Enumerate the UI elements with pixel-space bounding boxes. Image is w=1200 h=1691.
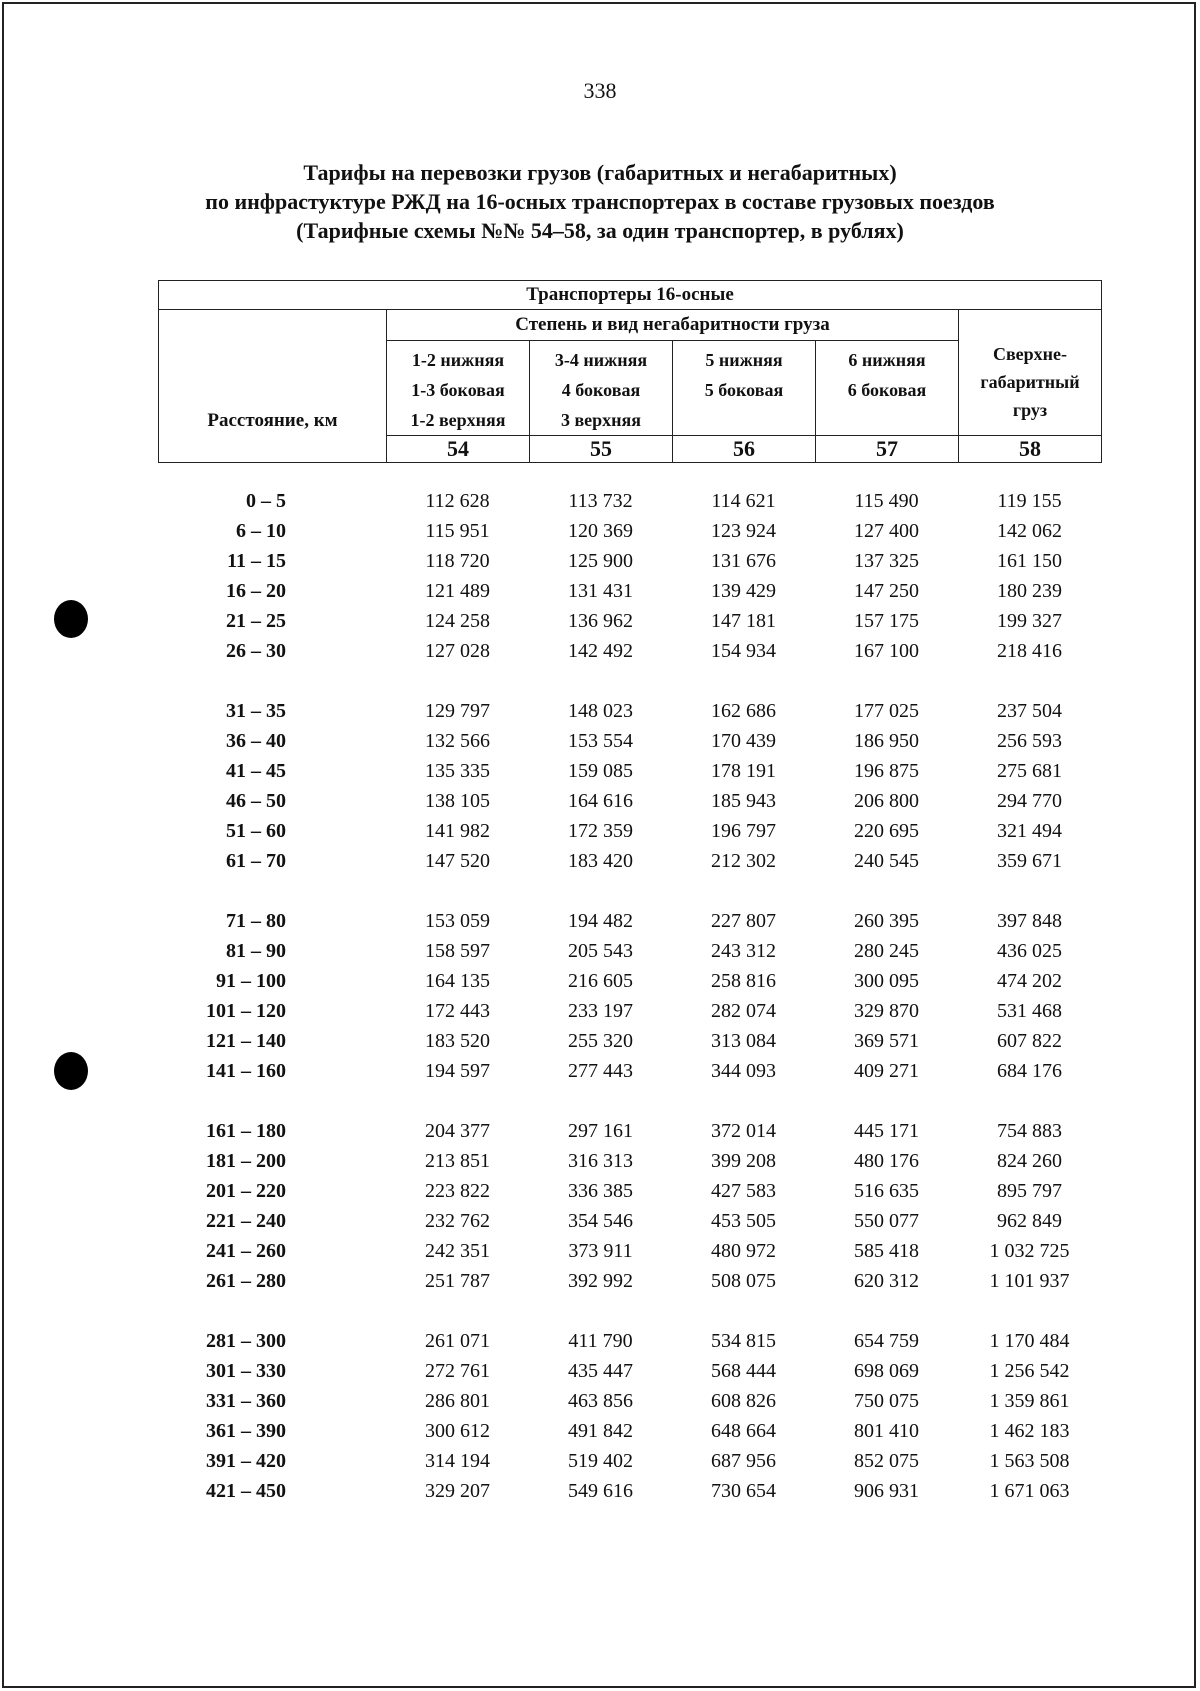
tariff-cell: 112 628	[425, 490, 490, 512]
distance-cell: 0 – 5	[246, 490, 286, 512]
tariff-cell: 178 191	[711, 760, 776, 782]
tariff-cell: 895 797	[997, 1180, 1062, 1202]
tariff-cell: 453 505	[711, 1210, 776, 1232]
tariff-cell: 212 302	[711, 850, 776, 872]
tariff-rows	[158, 486, 1101, 1506]
group-header: Транспортеры 16-осные	[159, 281, 1102, 310]
tariff-cell: 164 616	[568, 790, 633, 812]
distance-cell: 421 – 450	[206, 1480, 286, 1502]
group-spacer	[158, 876, 1101, 906]
group-spacer	[158, 1296, 1101, 1326]
tariff-cell: 750 075	[854, 1390, 919, 1412]
distance-cell: 301 – 330	[206, 1360, 286, 1382]
scheme-number: 54	[387, 436, 530, 463]
table-row	[158, 726, 1101, 756]
distance-cell: 181 – 200	[206, 1150, 286, 1172]
tariff-cell: 392 992	[568, 1270, 633, 1292]
tariff-cell: 223 822	[425, 1180, 490, 1202]
tariff-cell: 172 359	[568, 820, 633, 842]
distance-header: Расстояние, км	[159, 310, 387, 463]
tariff-cell: 508 075	[711, 1270, 776, 1292]
column-header-line: 5 нижняя	[705, 350, 783, 370]
tariff-cell: 142 492	[568, 640, 633, 662]
tariff-cell: 159 085	[568, 760, 633, 782]
table-row	[158, 516, 1101, 546]
tariff-cell: 294 770	[997, 790, 1062, 812]
table-row	[158, 1116, 1101, 1146]
tariff-cell: 687 956	[711, 1450, 776, 1472]
table-row	[158, 936, 1101, 966]
scheme-number: 58	[959, 436, 1102, 463]
tariff-cell: 206 800	[854, 790, 919, 812]
tariff-cell: 1 359 861	[989, 1390, 1070, 1412]
tariff-cell: 1 462 183	[989, 1420, 1070, 1442]
tariff-cell: 158 597	[425, 940, 490, 962]
distance-cell: 221 – 240	[206, 1210, 286, 1232]
tariff-cell: 607 822	[997, 1030, 1062, 1052]
tariff-cell: 329 870	[854, 1000, 919, 1022]
tariff-cell: 256 593	[997, 730, 1062, 752]
tariff-cell: 227 807	[711, 910, 776, 932]
table-row	[158, 1176, 1101, 1206]
tariff-cell: 463 856	[568, 1390, 633, 1412]
tariff-cell: 445 171	[854, 1120, 919, 1142]
tariff-cell: 199 327	[997, 610, 1062, 632]
table-row	[158, 636, 1101, 666]
tariff-cell: 120 369	[568, 520, 633, 542]
table-row	[158, 756, 1101, 786]
table-row	[158, 1206, 1101, 1236]
group-spacer	[158, 1086, 1101, 1116]
tariff-cell: 240 545	[854, 850, 919, 872]
table-row	[158, 1146, 1101, 1176]
distance-cell: 101 – 120	[206, 1000, 286, 1022]
tariff-cell: 157 175	[854, 610, 919, 632]
distance-cell: 201 – 220	[206, 1180, 286, 1202]
tariff-cell: 280 245	[854, 940, 919, 962]
table-row	[158, 1446, 1101, 1476]
tariff-cell: 316 313	[568, 1150, 633, 1172]
distance-cell: 61 – 70	[226, 850, 286, 872]
tariff-cell: 127 400	[854, 520, 919, 542]
table-row	[158, 1326, 1101, 1356]
column-header-line: 6 боковая	[847, 380, 927, 400]
tariff-cell: 519 402	[568, 1450, 633, 1472]
tariff-cell: 480 972	[711, 1240, 776, 1262]
tariff-cell: 180 239	[997, 580, 1062, 602]
tariff-cell: 1 256 542	[989, 1360, 1070, 1382]
tariff-cell: 204 377	[425, 1120, 490, 1142]
tariff-cell: 373 911	[568, 1240, 633, 1262]
tariff-cell: 121 489	[425, 580, 490, 602]
distance-cell: 36 – 40	[226, 730, 286, 752]
scheme-number: 56	[673, 436, 816, 463]
tariff-cell: 251 787	[425, 1270, 490, 1292]
distance-cell: 391 – 420	[206, 1450, 286, 1472]
tariff-cell: 480 176	[854, 1150, 919, 1172]
tariff-cell: 648 664	[711, 1420, 776, 1442]
tariff-cell: 113 732	[568, 490, 633, 512]
tariff-cell: 435 447	[568, 1360, 633, 1382]
tariff-cell: 115 951	[425, 520, 490, 542]
tariff-cell: 300 095	[854, 970, 919, 992]
tariff-cell: 136 962	[568, 610, 633, 632]
distance-cell: 81 – 90	[226, 940, 286, 962]
distance-cell: 11 – 15	[227, 550, 286, 572]
tariff-cell: 1 101 937	[989, 1270, 1070, 1292]
tariff-cell: 801 410	[854, 1420, 919, 1442]
tariff-cell: 142 062	[997, 520, 1062, 542]
tariff-cell: 277 443	[568, 1060, 633, 1082]
tariff-cell: 196 797	[711, 820, 776, 842]
column-header-line: габаритный	[980, 372, 1080, 392]
table-row	[158, 1386, 1101, 1416]
tariff-cell: 427 583	[711, 1180, 776, 1202]
tariff-cell: 1 671 063	[989, 1480, 1070, 1502]
tariff-cell: 123 924	[711, 520, 776, 542]
scheme-number: 57	[816, 436, 959, 463]
table-row	[158, 996, 1101, 1026]
column-header-58	[959, 310, 1102, 436]
tariff-cell: 329 207	[425, 1480, 490, 1502]
group-spacer-cell	[158, 666, 1101, 696]
tariff-cell: 286 801	[425, 1390, 490, 1412]
tariff-cell: 534 815	[711, 1330, 776, 1352]
tariff-cell: 218 416	[997, 640, 1062, 662]
tariff-cell: 698 069	[854, 1360, 919, 1382]
column-header-line: 4 боковая	[561, 380, 641, 400]
tariff-cell: 183 420	[568, 850, 633, 872]
tariff-cell: 186 950	[854, 730, 919, 752]
distance-cell: 241 – 260	[206, 1240, 286, 1262]
tariff-cell: 730 654	[711, 1480, 776, 1502]
distance-cell: 16 – 20	[226, 580, 286, 602]
tariff-cell: 139 429	[711, 580, 776, 602]
table-row	[158, 906, 1101, 936]
table-row	[158, 1236, 1101, 1266]
tariff-cell: 620 312	[854, 1270, 919, 1292]
tariff-cell: 282 074	[711, 1000, 776, 1022]
column-header-line: 1-2 нижняя	[411, 350, 505, 370]
column-header-line: 5 боковая	[704, 380, 784, 400]
table-row	[158, 486, 1101, 516]
tariff-cell: 183 520	[425, 1030, 490, 1052]
title-line-3: (Тарифные схемы №№ 54–58, за один транспортер, в рублях)	[296, 218, 904, 243]
tariff-cell: 1 170 484	[989, 1330, 1070, 1352]
column-header-line: груз	[1012, 400, 1048, 420]
tariff-cell: 313 084	[711, 1030, 776, 1052]
tariff-cell: 255 320	[568, 1030, 633, 1052]
tariff-cell: 399 208	[711, 1150, 776, 1172]
distance-cell: 281 – 300	[206, 1330, 286, 1352]
tariff-cell: 170 439	[711, 730, 776, 752]
title-line-1: Тарифы на перевозки грузов (габаритных и негабаритных)	[303, 160, 897, 185]
distance-cell: 21 – 25	[226, 610, 286, 632]
group-spacer-cell	[158, 1296, 1101, 1326]
tariff-cell: 411 790	[568, 1330, 633, 1352]
column-header-line: 6 нижняя	[848, 350, 926, 370]
tariff-cell: 148 023	[568, 700, 633, 722]
tariff-cell: 409 271	[854, 1060, 919, 1082]
tariff-cell: 516 635	[854, 1180, 919, 1202]
tariff-cell: 321 494	[997, 820, 1062, 842]
distance-cell: 6 – 10	[236, 520, 286, 542]
tariff-cell: 474 202	[997, 970, 1062, 992]
tariff-cell: 131 431	[568, 580, 633, 602]
group-spacer	[158, 666, 1101, 696]
tariff-cell: 233 197	[568, 1000, 633, 1022]
table-row	[158, 696, 1101, 726]
table-row	[158, 1476, 1101, 1506]
tariff-cell: 314 194	[425, 1450, 490, 1472]
distance-cell: 361 – 390	[206, 1420, 286, 1442]
tariff-cell: 153 059	[425, 910, 490, 932]
tariff-cell: 135 335	[425, 760, 490, 782]
tariff-cell: 300 612	[425, 1420, 490, 1442]
tariff-cell: 127 028	[425, 640, 490, 662]
column-header-line: Сверхне-	[992, 344, 1068, 364]
distance-cell: 71 – 80	[226, 910, 286, 932]
tariff-cell: 336 385	[568, 1180, 633, 1202]
tariff-cell: 131 676	[711, 550, 776, 572]
tariff-cell: 185 943	[711, 790, 776, 812]
tariff-cell: 118 720	[425, 550, 490, 572]
tariff-cell: 962 849	[997, 1210, 1062, 1232]
tariff-cell: 115 490	[854, 490, 919, 512]
table-row	[158, 1416, 1101, 1446]
tariff-cell: 119 155	[997, 490, 1062, 512]
tariff-cell: 154 934	[711, 640, 776, 662]
distance-cell: 41 – 45	[226, 760, 286, 782]
tariff-cell: 568 444	[711, 1360, 776, 1382]
tariff-cell: 359 671	[997, 850, 1062, 872]
title-line-2: по инфрастуктуре РЖД на 16-осных транспортерах в составе грузовых поездов	[205, 189, 995, 214]
column-header-line: 3-4 нижняя	[554, 350, 648, 370]
tariff-cell: 196 875	[854, 760, 919, 782]
distance-cell: 31 – 35	[226, 700, 286, 722]
table-row	[158, 606, 1101, 636]
subgroup-header: Степень и вид негабаритности груза	[387, 310, 959, 341]
column-header-56	[673, 341, 816, 436]
table-row	[158, 966, 1101, 996]
scheme-number: 55	[530, 436, 673, 463]
page-title	[100, 158, 1100, 245]
table-row	[158, 1356, 1101, 1386]
table-row	[158, 546, 1101, 576]
tariff-cell: 1 032 725	[989, 1240, 1070, 1262]
tariff-cell: 549 616	[568, 1480, 633, 1502]
tariff-cell: 232 762	[425, 1210, 490, 1232]
tariff-cell: 824 260	[997, 1150, 1062, 1172]
table-row	[158, 1266, 1101, 1296]
tariff-cell: 132 566	[425, 730, 490, 752]
tariff-cell: 194 482	[568, 910, 633, 932]
table-row	[158, 816, 1101, 846]
tariff-cell: 194 597	[425, 1060, 490, 1082]
tariff-cell: 161 150	[997, 550, 1062, 572]
tariff-cell: 147 250	[854, 580, 919, 602]
table-row	[158, 786, 1101, 816]
tariff-cell: 436 025	[997, 940, 1062, 962]
tariff-cell: 275 681	[997, 760, 1062, 782]
tariff-cell: 162 686	[711, 700, 776, 722]
column-header-line: 1-2 верхняя	[410, 410, 506, 430]
column-header-line: 1-3 боковая	[411, 380, 505, 400]
distance-cell: 331 – 360	[206, 1390, 286, 1412]
tariff-cell: 585 418	[854, 1240, 919, 1262]
tariff-cell: 906 931	[854, 1480, 919, 1502]
tariff-cell: 220 695	[854, 820, 919, 842]
column-header-line: 3 верхняя	[560, 410, 642, 430]
table-row	[158, 846, 1101, 876]
tariff-cell: 172 443	[425, 1000, 490, 1022]
tariff-cell: 550 077	[854, 1210, 919, 1232]
distance-cell: 141 – 160	[206, 1060, 286, 1082]
tariff-cell: 369 571	[854, 1030, 919, 1052]
tariff-cell: 153 554	[568, 730, 633, 752]
tariff-cell: 258 816	[711, 970, 776, 992]
tariff-cell: 177 025	[854, 700, 919, 722]
tariff-cell: 213 851	[425, 1150, 490, 1172]
tariff-cell: 242 351	[425, 1240, 490, 1262]
tariff-cell: 205 543	[568, 940, 633, 962]
column-header-57	[816, 341, 959, 436]
tariff-cell: 397 848	[997, 910, 1062, 932]
tariff-cell: 164 135	[425, 970, 490, 992]
tariff-cell: 114 621	[711, 490, 776, 512]
distance-cell: 121 – 140	[206, 1030, 286, 1052]
tariff-cell: 608 826	[711, 1390, 776, 1412]
distance-cell: 26 – 30	[226, 640, 286, 662]
tariff-cell: 491 842	[568, 1420, 633, 1442]
column-header-55	[530, 341, 673, 436]
tariff-cell: 260 395	[854, 910, 919, 932]
tariff-cell: 684 176	[997, 1060, 1062, 1082]
tariff-cell: 124 258	[425, 610, 490, 632]
column-header-54	[387, 341, 530, 436]
tariff-cell: 1 563 508	[989, 1450, 1070, 1472]
tariff-cell: 654 759	[854, 1330, 919, 1352]
tariff-cell: 754 883	[997, 1120, 1062, 1142]
punch-hole-mark	[54, 600, 88, 638]
tariff-table-body	[158, 486, 1101, 1506]
tariff-cell: 141 982	[425, 820, 490, 842]
tariff-cell: 272 761	[425, 1360, 490, 1382]
distance-cell: 161 – 180	[206, 1120, 286, 1142]
tariff-cell: 216 605	[568, 970, 633, 992]
tariff-cell: 344 093	[711, 1060, 776, 1082]
distance-cell: 261 – 280	[206, 1270, 286, 1292]
tariff-cell: 354 546	[568, 1210, 633, 1232]
tariff-cell: 243 312	[711, 940, 776, 962]
group-spacer-cell	[158, 1086, 1101, 1116]
table-row	[158, 1056, 1101, 1086]
tariff-cell: 261 071	[425, 1330, 490, 1352]
tariff-cell: 137 325	[854, 550, 919, 572]
tariff-cell: 138 105	[425, 790, 490, 812]
tariff-cell: 372 014	[711, 1120, 776, 1142]
table-row	[158, 1026, 1101, 1056]
tariff-cell: 531 468	[997, 1000, 1062, 1022]
tariff-cell: 125 900	[568, 550, 633, 572]
punch-hole-mark	[54, 1052, 88, 1090]
tariff-cell: 147 520	[425, 850, 490, 872]
distance-cell: 51 – 60	[226, 820, 286, 842]
distance-cell: 46 – 50	[226, 790, 286, 812]
group-spacer-cell	[158, 876, 1101, 906]
tariff-table-header	[158, 280, 1102, 463]
tariff-cell: 129 797	[425, 700, 490, 722]
table-row	[158, 576, 1101, 606]
distance-cell: 91 – 100	[216, 970, 286, 992]
tariff-cell: 297 161	[568, 1120, 633, 1142]
tariff-cell: 167 100	[854, 640, 919, 662]
tariff-cell: 147 181	[711, 610, 776, 632]
tariff-cell: 852 075	[854, 1450, 919, 1472]
page-number: 338	[583, 78, 617, 103]
tariff-cell: 237 504	[997, 700, 1062, 722]
